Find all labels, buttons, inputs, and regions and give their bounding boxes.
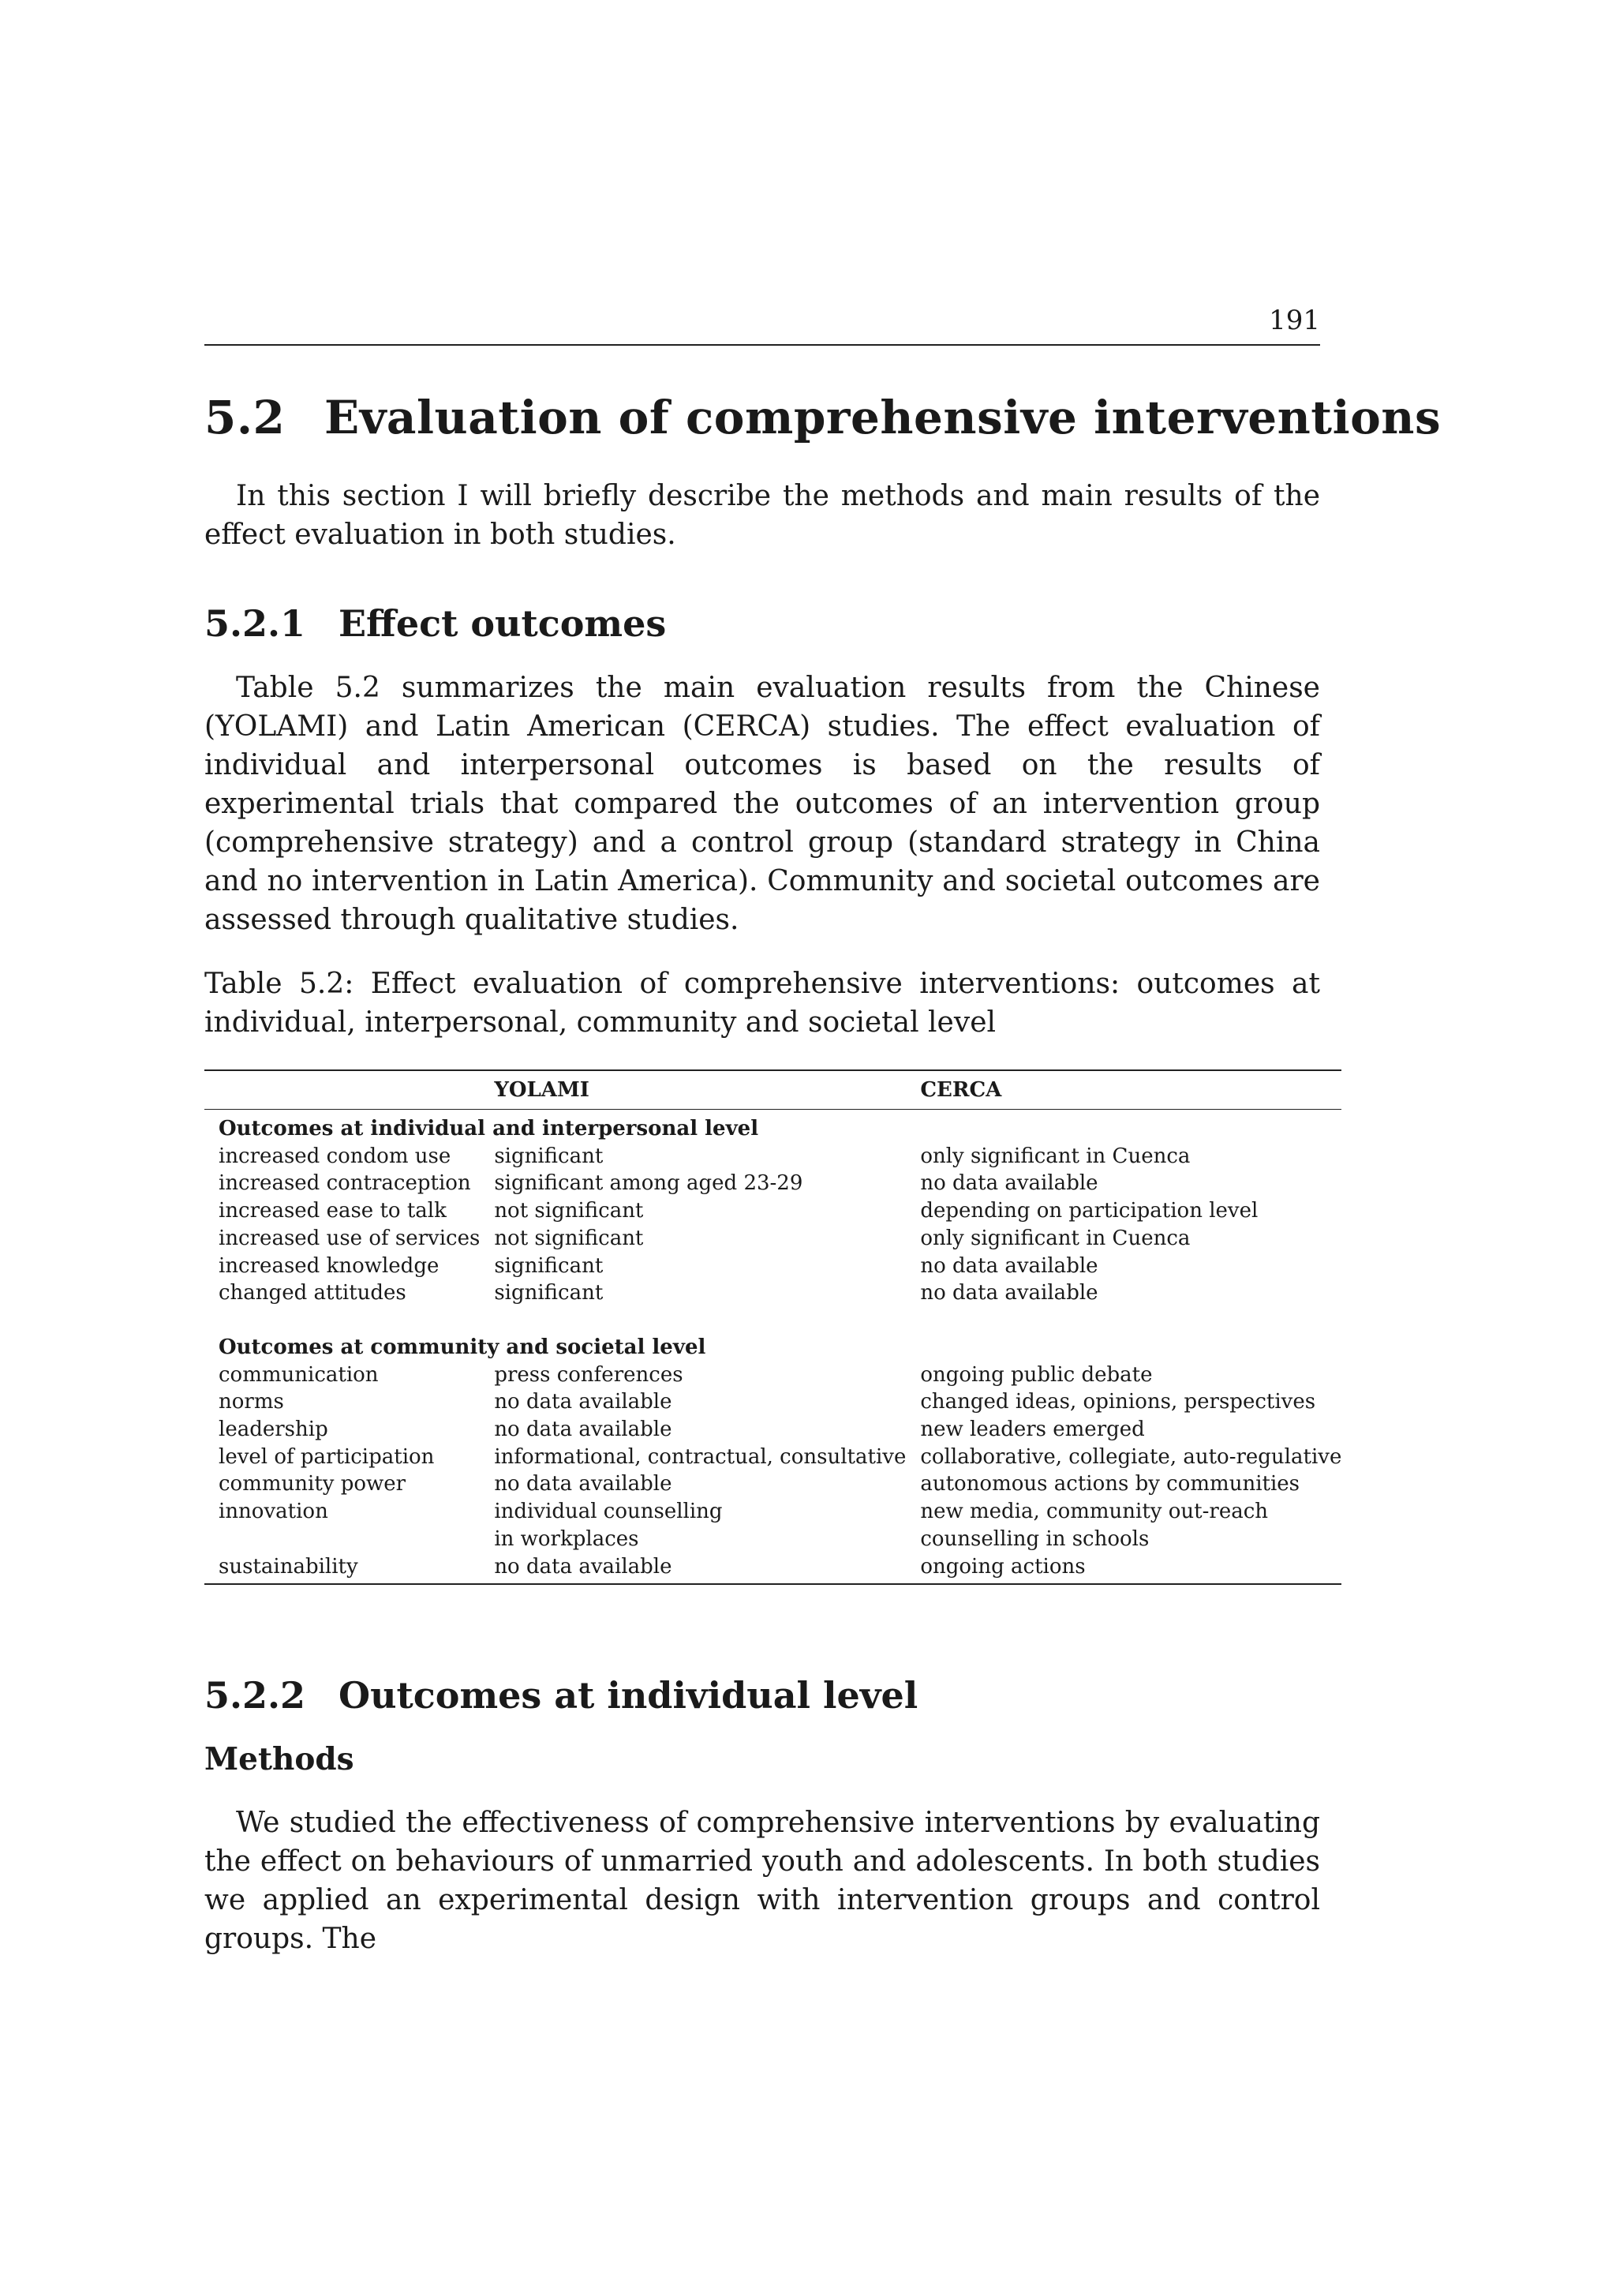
subsection-title: Effect outcomes bbox=[339, 602, 667, 645]
table-cell: only significant in Cuenca bbox=[920, 1226, 1191, 1250]
intro-paragraph: In this section I will briefly describe the methods and main results of the effect evaluation in both studies. bbox=[204, 480, 1320, 551]
table-cell: informational, contractual, consultative bbox=[494, 1444, 907, 1469]
table-cell: only significant in Cuenca bbox=[920, 1144, 1191, 1168]
table-cell: ongoing public debate bbox=[920, 1362, 1153, 1387]
table-cell: increased knowledge bbox=[219, 1253, 440, 1278]
table-row bbox=[204, 1388, 1341, 1416]
table-cell: significant among aged 23-29 bbox=[494, 1171, 803, 1196]
table-cell: increased use of services bbox=[219, 1226, 481, 1250]
table-cell bbox=[204, 1526, 480, 1553]
table-cell: significant bbox=[494, 1253, 604, 1278]
table-row bbox=[204, 1170, 1341, 1197]
table-cell: no data available bbox=[920, 1281, 1098, 1305]
table-cell: level of participation bbox=[219, 1444, 435, 1469]
section-title: Evaluation of comprehensive interventions bbox=[324, 391, 1442, 444]
page-number: 191 bbox=[1269, 305, 1320, 336]
table-cell: leadership bbox=[219, 1418, 328, 1442]
table-row bbox=[204, 1416, 1341, 1444]
table-cell: increased contraception bbox=[219, 1171, 471, 1196]
table-cell: counselling in schools bbox=[920, 1526, 1150, 1551]
table-cell: no data available bbox=[480, 1553, 906, 1585]
table-row bbox=[204, 1526, 1341, 1553]
subsection-heading-effect-outcomes bbox=[204, 601, 666, 646]
table-row bbox=[204, 1361, 1341, 1389]
table-cell: collaborative, collegiate, auto-regulative bbox=[920, 1444, 1342, 1469]
table-cell: community power bbox=[219, 1472, 406, 1496]
table-cell: ongoing actions bbox=[906, 1553, 1341, 1585]
effect-evaluation-table bbox=[204, 1069, 1341, 1585]
table-row bbox=[204, 1498, 1341, 1526]
methods-paragraph: We studied the effectiveness of comprehensive interventions by evaluating the effect on behaviours of unmarried youth and adolescents. In both studies we applied an experimental design with intervention groups and control groups. The bbox=[204, 1807, 1320, 1955]
table-cell: significant bbox=[494, 1281, 604, 1305]
table-cell: no data available bbox=[920, 1171, 1098, 1196]
table-cell: new leaders emerged bbox=[920, 1418, 1145, 1442]
table-cell: in workplaces bbox=[494, 1526, 639, 1551]
group-title-individual: Outcomes at individual and interpersonal level bbox=[219, 1117, 759, 1141]
table-cell: changed ideas, opinions, perspectives bbox=[920, 1390, 1316, 1414]
table-cell: communication bbox=[219, 1362, 379, 1387]
group-title-community: Outcomes at community and societal level bbox=[219, 1335, 706, 1359]
table-cell: significant bbox=[494, 1144, 604, 1168]
methods-heading: Methods bbox=[204, 1741, 354, 1777]
table-cell: increased condom use bbox=[219, 1144, 451, 1168]
table-cell: no data available bbox=[494, 1472, 672, 1496]
table-cell: no data available bbox=[920, 1253, 1098, 1278]
table-cell: individual counselling bbox=[494, 1500, 723, 1524]
table-row bbox=[204, 1253, 1341, 1280]
effect-outcomes-paragraph: Table 5.2 summarizes the main evaluation results from the Chinese (YOLAMI) and Latin American (CERCA) studies. The effect evaluation of individual and interpersonal outcomes is based on the results of experimental trials that compared the outcomes of an intervention group (comprehensive strategy) and a control group (standard strategy in China and no intervention in Latin America). Community and societal outcomes are assessed through qualitative studies. bbox=[204, 672, 1320, 936]
table-cell: innovation bbox=[219, 1500, 328, 1524]
subsection-heading-individual-level bbox=[204, 1673, 918, 1717]
table-header-cerca: CERCA bbox=[906, 1070, 1341, 1110]
table-cell: norms bbox=[219, 1390, 284, 1414]
table-caption: Table 5.2: Effect evaluation of comprehensive interventions: outcomes at individual, interpersonal, community and societal level bbox=[204, 968, 1320, 1039]
subsection-title: Outcomes at individual level bbox=[339, 1674, 918, 1717]
table-spacer-cell bbox=[204, 1307, 1341, 1334]
table-group-row bbox=[204, 1334, 1341, 1361]
section-heading bbox=[204, 390, 1441, 445]
table-cell: changed attitudes bbox=[219, 1281, 406, 1305]
section-number: 5.2 bbox=[204, 391, 286, 444]
table-header-yolami: YOLAMI bbox=[480, 1070, 906, 1110]
table-row bbox=[204, 1553, 1341, 1585]
table-group-row bbox=[204, 1110, 1341, 1143]
table-cell: depending on participation level bbox=[920, 1199, 1259, 1223]
table-row bbox=[204, 1197, 1341, 1225]
table-spacer-row bbox=[204, 1307, 1341, 1334]
table-header-row bbox=[204, 1070, 1341, 1110]
table-header-empty bbox=[204, 1070, 480, 1110]
table-cell: no data available bbox=[494, 1390, 672, 1414]
table-cell: not significant bbox=[494, 1226, 644, 1250]
table-cell: no data available bbox=[494, 1418, 672, 1442]
table-cell: increased ease to talk bbox=[219, 1199, 447, 1223]
table-cell: press conferences bbox=[494, 1362, 683, 1387]
header-rule bbox=[204, 344, 1320, 346]
table-cell: sustainability bbox=[204, 1553, 480, 1585]
table-row bbox=[204, 1225, 1341, 1253]
table-row bbox=[204, 1444, 1341, 1471]
subsection-number: 5.2.1 bbox=[204, 602, 306, 645]
table-row bbox=[204, 1143, 1341, 1170]
table-row bbox=[204, 1279, 1341, 1307]
table-cell: new media, community out-reach bbox=[920, 1500, 1269, 1524]
table-cell: autonomous actions by communities bbox=[920, 1472, 1300, 1496]
subsection-number: 5.2.2 bbox=[204, 1674, 306, 1717]
table-row bbox=[204, 1470, 1341, 1498]
table-cell: not significant bbox=[494, 1199, 644, 1223]
